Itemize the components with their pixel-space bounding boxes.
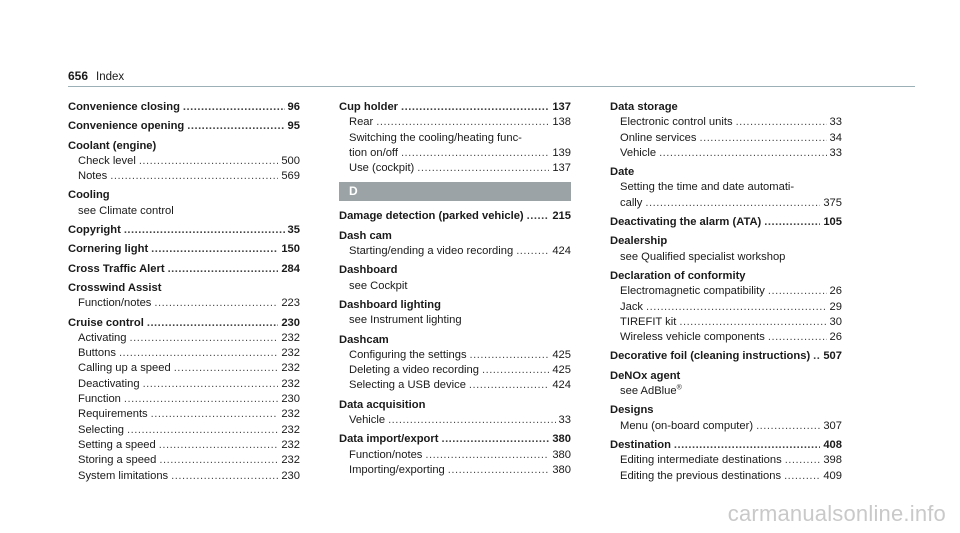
index-line (610, 419, 842, 434)
index-entry (610, 215, 842, 230)
entry-term: Starting/ending a video recording (349, 245, 514, 258)
dot-leader (174, 361, 279, 376)
section-title: Index (96, 71, 125, 83)
entry-heading: Data storage (610, 101, 678, 113)
entry-term: Function/notes (349, 448, 423, 461)
page-header (68, 69, 124, 83)
see-reference[interactable]: see Climate control (78, 204, 174, 217)
entry-term: Requirements (78, 408, 148, 421)
entry-term: Convenience opening (68, 120, 185, 133)
entry-term: Damage detection (parked vehicle) (339, 210, 524, 223)
index-line (68, 296, 300, 311)
index-line (339, 413, 571, 428)
index-line (610, 453, 842, 468)
dot-leader (470, 348, 550, 363)
entry-term: Use (cockpit) (349, 162, 415, 175)
entry-term: cally (620, 196, 643, 209)
dot-leader (143, 377, 279, 392)
index-column-1 (68, 100, 300, 488)
index-line (68, 361, 300, 376)
entry-term: Vehicle (620, 146, 657, 159)
entry-term: Data import/export (339, 433, 439, 446)
index-line (339, 378, 571, 393)
entry-term: Jack (620, 300, 644, 313)
dot-leader (813, 349, 820, 364)
entry-term: Destination (610, 438, 671, 451)
dot-leader (147, 316, 278, 331)
index-entry (68, 262, 300, 277)
index-entry (339, 398, 571, 429)
index-column-2 (339, 100, 571, 482)
dot-leader (469, 378, 549, 393)
index-entry (68, 281, 300, 312)
page-reference[interactable]: 507 (823, 350, 842, 363)
entry-term: Wireless vehicle components (620, 331, 765, 344)
see-reference[interactable]: see Instrument lighting (349, 314, 462, 327)
index-line (610, 115, 842, 130)
page-reference[interactable]: 232 (281, 347, 300, 360)
index-line (339, 363, 571, 378)
entry-heading: Dashcam (339, 333, 389, 346)
see-reference[interactable]: see Cockpit (349, 279, 408, 292)
page-reference[interactable]: 33 (829, 116, 842, 129)
entry-term: Deactivating (78, 377, 140, 390)
index-entry (339, 209, 571, 224)
index-entry (610, 234, 842, 265)
page-reference[interactable]: 223 (281, 297, 300, 310)
index-line (610, 146, 842, 161)
dot-leader (764, 215, 820, 230)
page-reference[interactable]: 409 (823, 469, 842, 482)
dot-leader (768, 284, 827, 299)
dot-leader (645, 196, 820, 211)
page-reference[interactable]: 425 (552, 364, 571, 377)
dot-leader (401, 100, 549, 115)
dot-leader (527, 209, 550, 224)
page-reference[interactable]: 232 (281, 408, 300, 421)
index-entry (68, 188, 300, 219)
page-reference[interactable]: 230 (281, 469, 300, 482)
entry-heading: Date (610, 166, 635, 179)
page-reference[interactable]: 96 (287, 101, 300, 113)
dot-leader (674, 438, 820, 453)
page-reference[interactable]: 150 (281, 243, 300, 256)
entry-term: System limitations (78, 469, 169, 482)
page-reference[interactable]: 35 (287, 224, 300, 237)
index-entry (610, 100, 842, 161)
entry-term: Buttons (78, 347, 116, 360)
index-line (68, 346, 300, 361)
entry-term: Deleting a video recording (349, 364, 479, 377)
index-entry (68, 316, 300, 484)
letter-heading-d: D (339, 182, 571, 201)
index-line (610, 215, 842, 230)
index-line (339, 348, 571, 363)
page-reference[interactable]: 139 (552, 146, 571, 159)
entry-heading: Dashboard (339, 264, 398, 277)
entry-heading: Designs (610, 404, 654, 417)
index-line (68, 377, 300, 392)
index-line (68, 438, 300, 453)
index-line (610, 131, 842, 146)
dot-leader (151, 242, 278, 257)
index-line (610, 300, 842, 315)
index-entry (610, 438, 842, 484)
index-line (68, 154, 300, 169)
entry-heading: Data acquisition (339, 398, 426, 411)
index-line (610, 438, 842, 453)
page-reference[interactable]: 137 (552, 101, 571, 113)
dot-leader (659, 146, 826, 161)
dot-leader (516, 244, 549, 259)
index-column-3 (610, 100, 842, 488)
entry-term: Check level (78, 154, 136, 167)
entry-term: Notes (78, 170, 108, 183)
dot-leader (482, 363, 549, 378)
index-line (68, 119, 300, 134)
dot-leader (127, 423, 278, 438)
entry-heading: Cooling (68, 189, 110, 202)
index-line (610, 284, 842, 299)
index-line (339, 432, 571, 447)
dot-leader (124, 392, 278, 407)
dot-leader (756, 419, 820, 434)
index-entry (339, 432, 571, 478)
dot-leader (388, 413, 555, 428)
see-reference[interactable]: see AdBlue® (620, 384, 682, 398)
index-line (68, 262, 300, 277)
entry-term: Configuring the settings (349, 348, 467, 361)
dot-leader (425, 448, 549, 463)
entry-text: Setting the time and date automati- (620, 181, 795, 194)
dot-leader (699, 131, 826, 146)
page-reference[interactable]: 232 (281, 438, 300, 451)
index-line (339, 161, 571, 176)
index-line (339, 146, 571, 161)
entry-term: tion on/off (349, 146, 398, 159)
see-reference[interactable]: see Qualified specialist workshop (620, 250, 786, 263)
watermark: carmanualsonline.info (727, 501, 946, 526)
dot-leader (154, 296, 278, 311)
page-reference[interactable]: 215 (552, 210, 571, 223)
index-line (68, 331, 300, 346)
dot-leader (139, 154, 279, 169)
entry-term: Electromagnetic compatibility (620, 285, 765, 298)
index-entry (339, 100, 571, 176)
index-entry (610, 269, 842, 345)
index-entry (68, 242, 300, 257)
entry-term: Editing the previous destinations (620, 469, 782, 482)
entry-term: Cruise control (68, 316, 144, 329)
entry-heading: Dashboard lighting (339, 298, 441, 311)
index-entry (610, 369, 842, 400)
dot-leader (768, 330, 827, 345)
page-reference[interactable]: 284 (281, 262, 300, 275)
page-reference[interactable]: 380 (552, 463, 571, 476)
dot-leader (417, 161, 549, 176)
entry-term: Calling up a speed (78, 362, 171, 375)
entry-term: Convenience closing (68, 101, 180, 113)
entry-heading: Crosswind Assist (68, 281, 162, 294)
entry-heading: Dash cam (339, 229, 392, 242)
page-reference[interactable]: 408 (823, 438, 842, 451)
entry-heading: Coolant (engine) (68, 139, 157, 152)
index-line (68, 407, 300, 422)
dot-leader (151, 407, 279, 422)
index-line (610, 469, 842, 484)
page-reference[interactable]: 26 (829, 331, 842, 344)
index-line (68, 169, 300, 184)
page-reference[interactable]: 380 (552, 433, 571, 446)
page-reference[interactable]: 30 (829, 315, 842, 328)
entry-term: Cornering light (68, 243, 149, 256)
entry-term: Importing/exporting (349, 463, 445, 476)
page-reference[interactable]: 33 (558, 414, 571, 427)
page-reference[interactable]: 375 (823, 196, 842, 209)
index-line (68, 100, 300, 115)
index-line (339, 448, 571, 463)
index-line (610, 315, 842, 330)
entry-term: Setting a speed (78, 438, 156, 451)
index-line (68, 453, 300, 468)
page-reference[interactable]: 398 (823, 454, 842, 467)
index-line (610, 349, 842, 364)
page-reference[interactable]: 425 (552, 348, 571, 361)
page-reference[interactable]: 26 (829, 285, 842, 298)
page-reference[interactable]: 500 (281, 154, 300, 167)
entry-heading: DeNOx agent (610, 369, 681, 382)
entry-term: Storing a speed (78, 454, 157, 467)
index-line (68, 316, 300, 331)
dot-leader (110, 169, 278, 184)
dot-leader (171, 469, 278, 484)
page-reference[interactable]: 33 (829, 146, 842, 159)
entry-term: Menu (on-board computer) (620, 419, 754, 432)
entry-term: Cup holder (339, 101, 399, 113)
page-reference[interactable]: 307 (823, 419, 842, 432)
entry-term: Cross Traffic Alert (68, 262, 165, 275)
dot-leader (679, 315, 826, 330)
page-reference[interactable]: 380 (552, 448, 571, 461)
index-entry (68, 139, 300, 185)
dot-leader (448, 463, 550, 478)
page-reference[interactable]: 232 (281, 377, 300, 390)
index-line (610, 330, 842, 345)
entry-term: Function/notes (78, 297, 152, 310)
entry-term: TIREFIT kit (620, 315, 677, 328)
dot-leader (784, 469, 820, 484)
index-line (610, 196, 842, 211)
page-reference[interactable]: 232 (281, 331, 300, 344)
entry-term: Decorative foil (cleaning instructions) (610, 350, 811, 363)
index-entry (339, 298, 571, 329)
header-divider (68, 86, 915, 87)
page-reference[interactable]: 232 (281, 423, 300, 436)
page-reference[interactable]: 424 (552, 245, 571, 258)
index-line (339, 100, 571, 115)
page-reference[interactable]: 230 (281, 393, 300, 406)
index-line (68, 392, 300, 407)
dot-leader (183, 100, 285, 115)
entry-term: Function (78, 393, 121, 406)
dot-leader (130, 331, 279, 346)
dot-leader (124, 223, 285, 238)
index-entry (610, 349, 842, 364)
entry-term: Deactivating the alarm (ATA) (610, 216, 762, 229)
entry-term: Activating (78, 331, 127, 344)
page-number: 656 (68, 69, 89, 83)
entry-term: Rear (349, 116, 374, 129)
index-entry (68, 119, 300, 134)
index-line (68, 469, 300, 484)
page-reference[interactable]: 424 (552, 379, 571, 392)
index-entry (610, 165, 842, 211)
index-line (339, 463, 571, 478)
dot-leader (159, 453, 278, 468)
index-line (68, 223, 300, 238)
entry-term: Copyright (68, 224, 121, 237)
dot-leader (785, 453, 821, 468)
dot-leader (646, 300, 827, 315)
dot-leader (736, 115, 827, 130)
page-reference[interactable]: 232 (281, 362, 300, 375)
dot-leader (119, 346, 278, 361)
page-reference[interactable]: 29 (829, 300, 842, 313)
entry-term: Online services (620, 131, 697, 144)
index-line (339, 115, 571, 130)
index-line (339, 244, 571, 259)
index-entry (610, 403, 842, 434)
index-line (68, 423, 300, 438)
dot-leader (441, 432, 549, 447)
entry-heading: Dealership (610, 235, 668, 248)
dot-leader (159, 438, 279, 453)
entry-text: Switching the cooling/heating func- (349, 131, 522, 144)
dot-leader (401, 146, 549, 161)
index-entry (68, 100, 300, 115)
index-line (339, 209, 571, 224)
entry-term: Editing intermediate destinations (620, 454, 782, 467)
index-entry (339, 333, 571, 394)
index-entry (68, 223, 300, 238)
entry-heading: Declaration of conformity (610, 269, 746, 282)
entry-term: Selecting (78, 423, 125, 436)
dot-leader (187, 119, 284, 134)
entry-term: Vehicle (349, 414, 386, 427)
page-reference[interactable]: 105 (823, 216, 842, 229)
entry-term: Electronic control units (620, 116, 733, 129)
page-reference[interactable]: 137 (552, 162, 571, 175)
dot-leader (168, 262, 279, 277)
page-reference[interactable]: 95 (287, 120, 300, 133)
page-reference[interactable]: 232 (281, 454, 300, 467)
page-reference[interactable]: 230 (281, 316, 300, 329)
page-reference[interactable]: 569 (281, 170, 300, 183)
index-line (68, 242, 300, 257)
entry-term: Selecting a USB device (349, 379, 466, 392)
page-reference[interactable]: 138 (552, 116, 571, 129)
page-reference[interactable]: 34 (829, 131, 842, 144)
dot-leader (376, 115, 549, 130)
index-entry (339, 263, 571, 294)
index-entry (339, 229, 571, 260)
